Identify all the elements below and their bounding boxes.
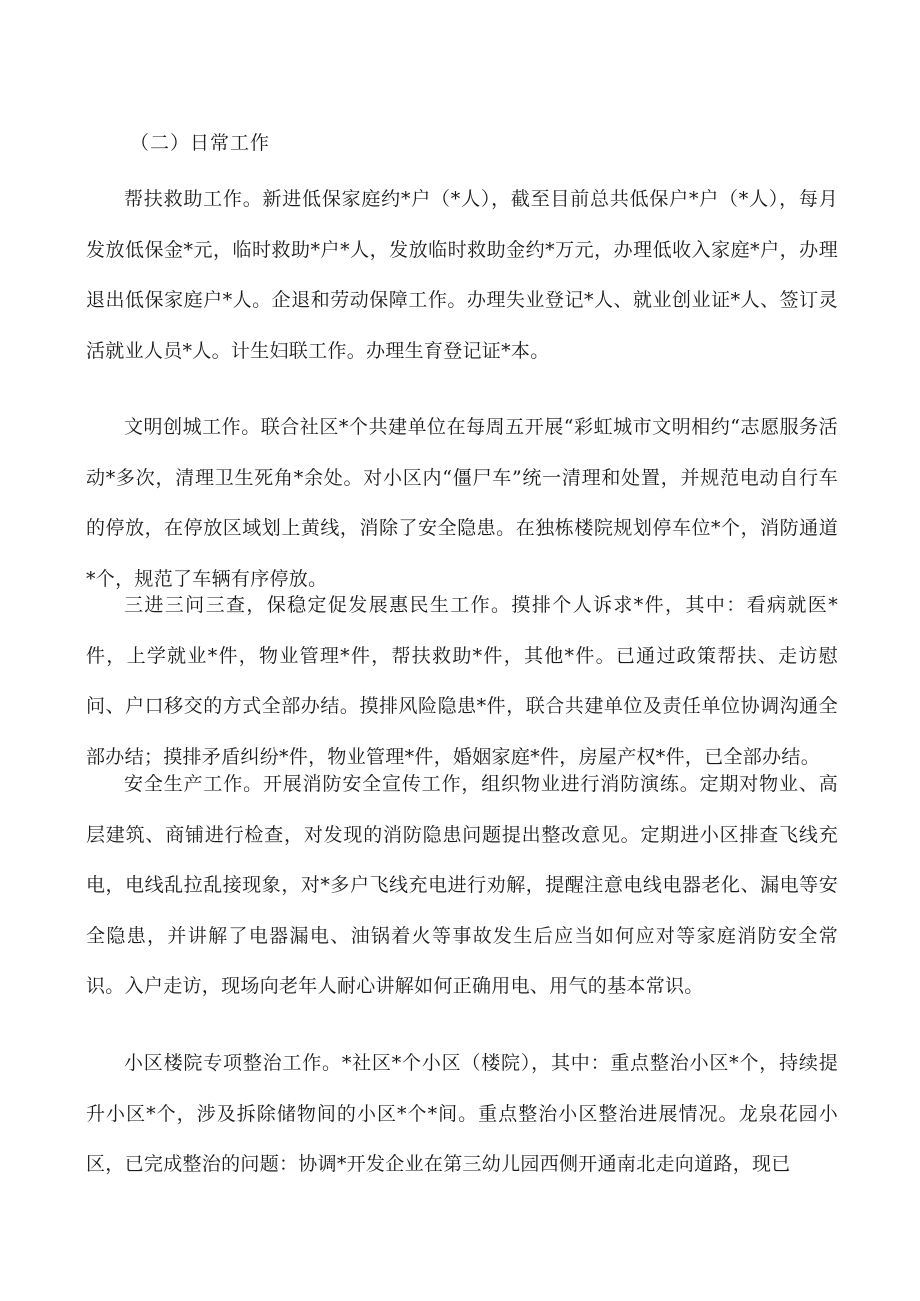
paragraph-community-renovation-work: 小区楼院专项整治工作。*社区*个小区（楼院），其中：重点整治小区*个，持续提升小区*个，涉及拆除储物间的小区*个*间。重点整治小区整治进展情况。龙泉花园小区，已完成整治的问题：协调*开发企业在第三幼儿园西侧开通南北走向道路，现已 bbox=[86, 1052, 838, 1176]
paragraph-three-visits-work: 三进三问三查，保稳定促发展惠民生工作。摸排个人诉求*件，其中：看病就医*件，上学就业*件，物业管理*件，帮扶救助*件，其他*件。已通过政策帮扶、走访慰问、户口移交的方式全部办结。摸排风险隐患*件，联合共建单位及责任单位协调沟通全部办结；摸排矛盾纠纷*件，物业管理*件，婚姻家庭*件，房屋产权*件，已全部办结。 bbox=[86, 594, 838, 768]
section-heading: （二）日常工作 bbox=[130, 132, 271, 154]
paragraph-safety-production-work: 安全生产工作。开展消防安全宣传工作，组织物业进行消防演练。定期对物业、高层建筑、商铺进行检查，对发现的消防隐患问题提出整改意见。定期进小区排查飞线充电，电线乱拉乱接现象，对*多户飞线充电进行劝解，提醒注意电线电器老化、漏电等安全隐患，并讲解了电器漏电、油锅着火等事故发生后应当如何应对等家庭消防安全常识。入户走访，现场向老年人耐心讲解如何正确用电、用气的基本常识。 bbox=[86, 773, 838, 998]
paragraph-assistance-work: 帮扶救助工作。新进低保家庭约*户（*人），截至目前总共低保户*户（*人），每月发放低保金*元，临时救助*户*人，发放临时救助金约*万元，办理低收入家庭*户，办理退出低保家庭户*人。企退和劳动保障工作。办理失业登记*人、就业创业证*人、签订灵活就业人员*人。计生妇联工作。办理生育登记证*本。 bbox=[86, 188, 838, 362]
paragraph-civilized-city-work: 文明创城工作。联合社区*个共建单位在每周五开展“彩虹城市文明相约“志愿服务活动*多次，清理卫生死角*余处。对小区内“僵尸车”统一清理和处置，并规范电动自行车的停放，在停放区域划上黄线，消除了安全隐患。在独栋楼院规划停车位*个，消防通道*个，规范了车辆有序停放。 bbox=[86, 416, 838, 590]
